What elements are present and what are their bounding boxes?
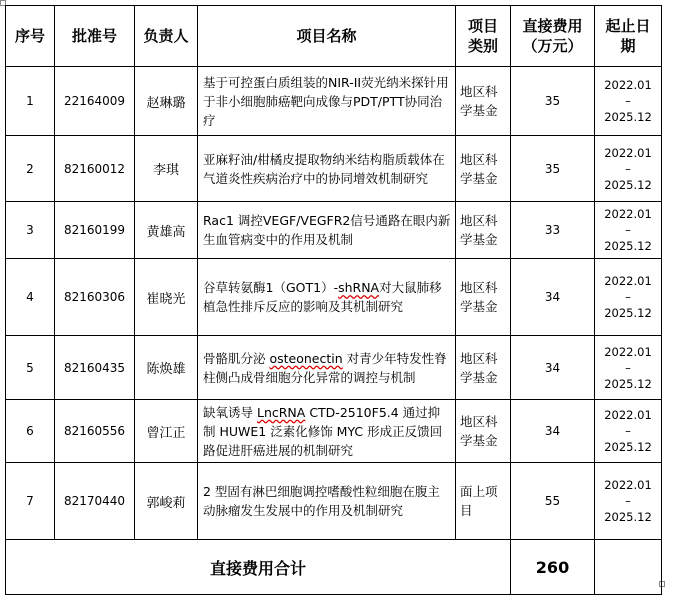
project-name-term: osteonectin: [269, 350, 343, 366]
approval-no-cell: 82170440: [55, 463, 135, 540]
project-name-text: 对青少年特发性脊柱侧凸成骨细胞分化异常的调控与机制: [203, 350, 447, 385]
period-dash: –: [625, 424, 631, 438]
principal-cell: 李琪: [135, 136, 198, 202]
header-principal: 负责人: [135, 6, 198, 67]
table-row: [6, 259, 662, 336]
table-row: [6, 202, 662, 259]
period-dash: –: [625, 290, 631, 304]
period-cell: [595, 202, 662, 259]
header-row: [6, 6, 662, 67]
total-empty-cell: [595, 540, 662, 595]
project-name-cell: [198, 259, 456, 336]
project-name-text: CTD-2510F5.4 通过抑制 HUWE1 泛素化修饰 MYC 形成正反馈回路促进肝癌进展的机制研究: [203, 404, 443, 458]
project-name-cell: [198, 67, 456, 136]
project-name-cell: [198, 136, 456, 202]
approval-no-cell: 82160556: [55, 400, 135, 463]
project-name-term: shRNA: [338, 280, 380, 295]
header-approval-no: 批准号: [55, 6, 135, 67]
project-name-text: 亚麻籽油/柑橘皮提取物纳米结构脂质载体在气道炎性疾病治疗中的协同增效机制研究: [203, 151, 445, 186]
seq-cell: 5: [6, 336, 55, 400]
table-row: [6, 136, 662, 202]
approval-no-cell: 22164009: [55, 67, 135, 136]
project-name-text: 缺氧诱导: [203, 404, 257, 420]
seq-cell: 4: [6, 259, 55, 336]
project-name-cell: [198, 463, 456, 540]
period-dash: –: [625, 94, 631, 108]
principal-cell: 陈焕雄: [135, 336, 198, 400]
period-start: 2022.01: [604, 478, 652, 492]
period-dash: –: [625, 360, 631, 375]
project-name-text: 对大鼠肺移植急性排斥反应的影响及其机制研究: [203, 280, 442, 314]
seq-cell: 6: [6, 400, 55, 463]
project-name-text: 骨骼肌分泌: [203, 350, 270, 366]
period-dash: –: [625, 494, 631, 508]
project-name-term: LncRNA: [256, 404, 306, 420]
project-name-text: 2 型固有淋巴细胞调控嗜酸性粒细胞在腹主动脉瘤发生发展中的作用及机制研究: [203, 484, 440, 518]
principal-cell: 黄雄高: [135, 202, 198, 259]
approval-no-cell: 82160306: [55, 259, 135, 336]
period-dash: –: [625, 223, 631, 237]
period-cell: [595, 463, 662, 540]
table-row: [6, 336, 662, 400]
approval-no-cell: 82160199: [55, 202, 135, 259]
table-row: [6, 463, 662, 540]
period-start: 2022.01: [604, 344, 652, 359]
cost-cell: 34: [511, 400, 595, 463]
category-cell: 地区科学基金: [456, 400, 511, 463]
period-end: 2025.12: [604, 110, 652, 124]
period-end: 2025.12: [604, 177, 652, 192]
project-name-cell: [198, 202, 456, 259]
category-cell: 面上项目: [456, 463, 511, 540]
table-row: [6, 67, 662, 136]
period-start: 2022.01: [604, 207, 652, 221]
category-cell: 地区科学基金: [456, 336, 511, 400]
total-label: 直接费用合计: [6, 540, 511, 595]
cost-cell: 34: [511, 259, 595, 336]
category-cell: 地区科学基金: [456, 202, 511, 259]
principal-cell: 崔晓光: [135, 259, 198, 336]
header-period: 起止日期: [595, 6, 662, 67]
period-cell: [595, 336, 662, 400]
principal-cell: 郭峻莉: [135, 463, 198, 540]
cost-cell: 55: [511, 463, 595, 540]
table-row: [6, 400, 662, 463]
projects-table: [5, 5, 662, 595]
approval-no-cell: 82160012: [55, 136, 135, 202]
period-end: 2025.12: [604, 510, 652, 524]
project-name-cell: [198, 336, 456, 400]
period-start: 2022.01: [604, 408, 652, 422]
header-cost: 直接费用（万元）: [511, 6, 595, 67]
cost-cell: 35: [511, 136, 595, 202]
period-end: 2025.12: [604, 306, 652, 320]
project-name-text: 谷草转氨酶1（GOT1）-: [203, 280, 339, 295]
cost-cell: 33: [511, 202, 595, 259]
principal-cell: 曾江正: [135, 400, 198, 463]
seq-cell: 3: [6, 202, 55, 259]
category-cell: 地区科学基金: [456, 136, 511, 202]
project-name-text: 基于可控蛋白质组装的NIR-II荧光纳米探针用于非小细胞肺癌靶向成像与PDT/PTT协同治疗: [203, 74, 449, 128]
seq-cell: 2: [6, 136, 55, 202]
category-cell: 地区科学基金: [456, 259, 511, 336]
period-start: 2022.01: [604, 274, 652, 288]
approval-no-cell: 82160435: [55, 336, 135, 400]
period-cell: [595, 67, 662, 136]
period-end: 2025.12: [604, 376, 652, 391]
period-end: 2025.12: [604, 239, 652, 253]
header-seq: 序号: [6, 6, 55, 67]
cost-cell: 35: [511, 67, 595, 136]
header-project-name: 项目名称: [198, 6, 456, 67]
project-name-text: Rac1 调控VEGF/VEGFR2信号通路在眼内新生血管病变中的作用及机制: [203, 213, 451, 247]
period-end: 2025.12: [604, 440, 652, 454]
period-start: 2022.01: [604, 145, 652, 160]
period-cell: [595, 259, 662, 336]
period-cell: [595, 400, 662, 463]
principal-cell: 赵琳璐: [135, 67, 198, 136]
cost-cell: 34: [511, 336, 595, 400]
total-row: [6, 540, 662, 595]
category-cell: 地区科学基金: [456, 67, 511, 136]
seq-cell: 1: [6, 67, 55, 136]
total-value: 260: [511, 540, 595, 595]
seq-cell: 7: [6, 463, 55, 540]
period-cell: [595, 136, 662, 202]
header-category: 项目类别: [456, 6, 511, 67]
period-dash: –: [625, 161, 631, 176]
period-start: 2022.01: [604, 78, 652, 92]
project-name-cell: [198, 400, 456, 463]
